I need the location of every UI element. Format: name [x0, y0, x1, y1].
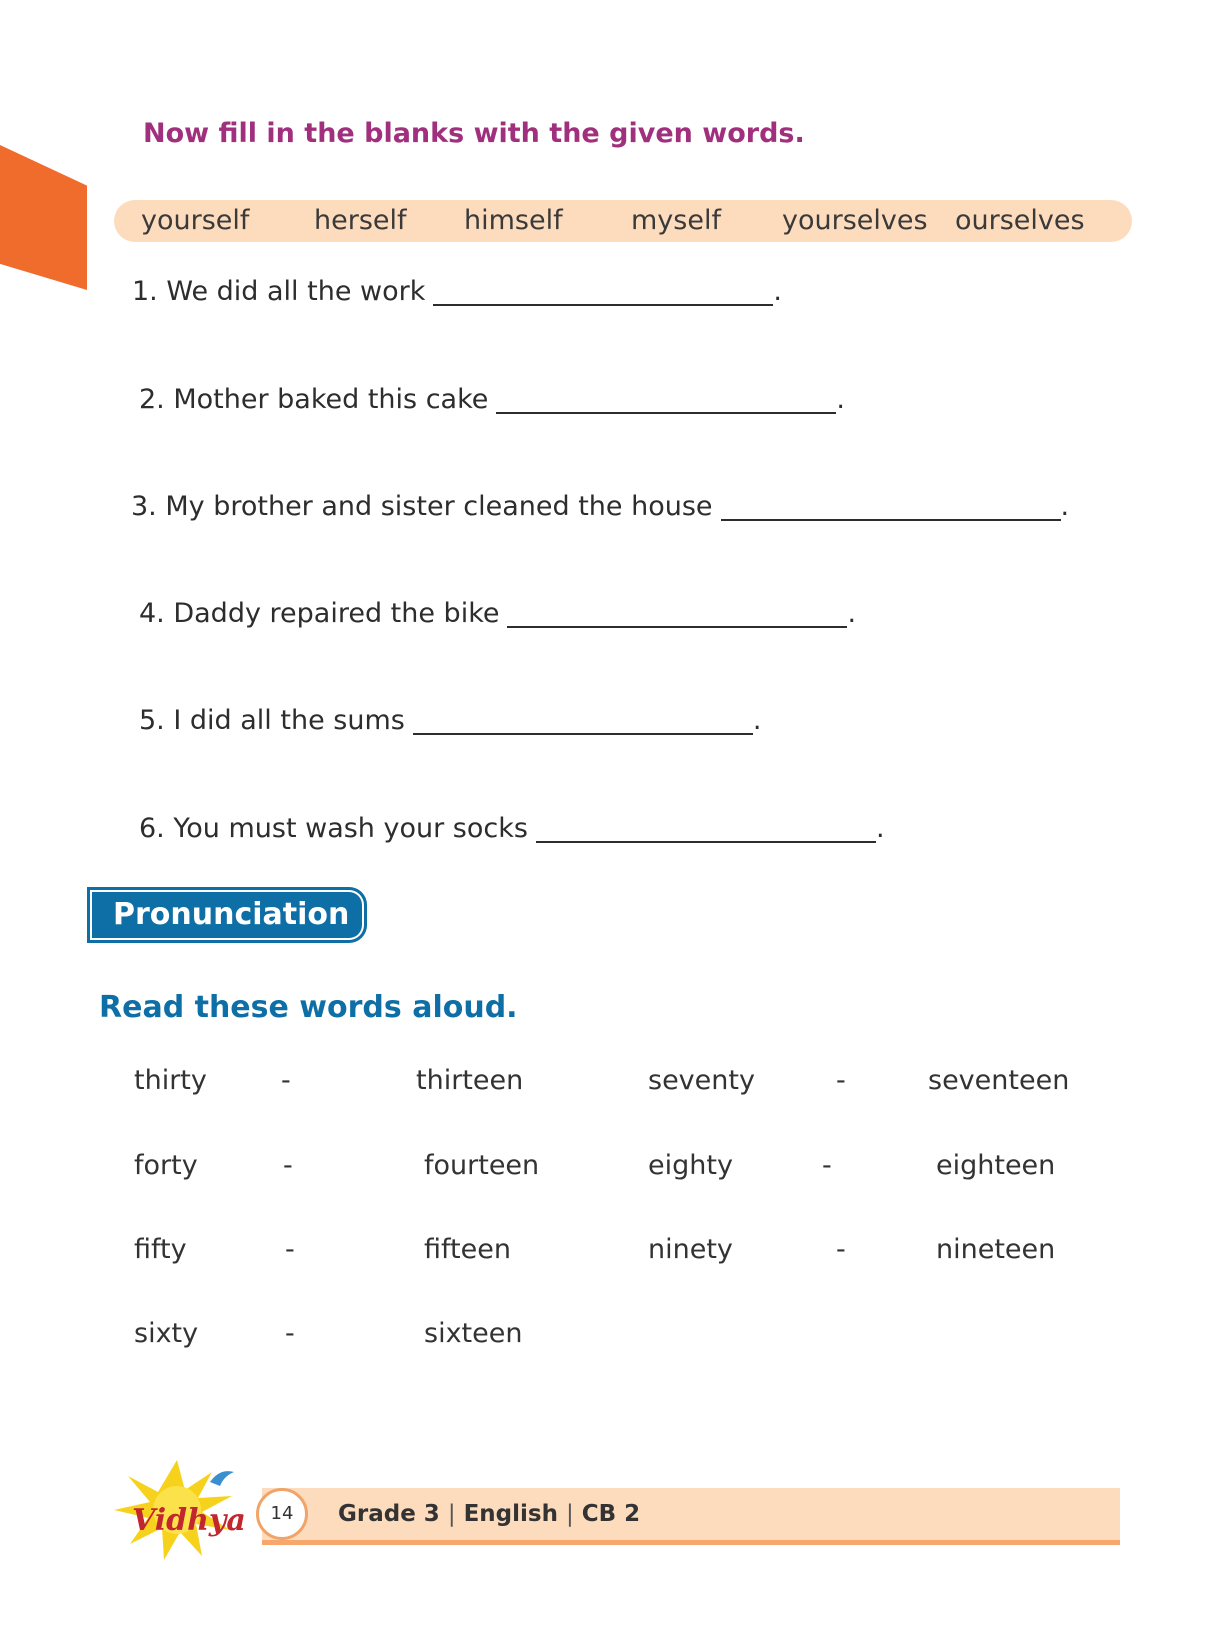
word-left: seventy — [648, 1065, 755, 1096]
word-right: eighteen — [936, 1150, 1056, 1181]
sentence-text: 5. I did all the sums — [139, 705, 405, 736]
bird-icon — [210, 1471, 234, 1486]
sentence-3: 3. My brother and sister cleaned the house . — [131, 491, 1070, 522]
word-option: myself — [631, 205, 721, 236]
word-right: fifteen — [424, 1234, 511, 1265]
word-right: nineteen — [936, 1234, 1056, 1265]
logo-text: Vidhya — [132, 1503, 246, 1538]
dash: - — [822, 1150, 832, 1181]
word-option: yourself — [141, 205, 250, 236]
word-box — [114, 200, 1132, 242]
instruction-heading: Now fill in the blanks with the given words. — [143, 118, 805, 149]
sentence-1: 1. We did all the work . — [132, 276, 782, 307]
word-left: sixty — [134, 1318, 199, 1349]
dash: - — [285, 1318, 295, 1349]
word-option: herself — [314, 205, 407, 236]
footer-separator: | — [447, 1501, 456, 1527]
footer-title — [338, 1488, 640, 1540]
dash: - — [283, 1150, 293, 1181]
pronunciation-title: Pronunciation — [113, 897, 350, 932]
word-left: thirty — [134, 1065, 207, 1096]
word-option: himself — [464, 205, 563, 236]
footer-separator: | — [565, 1501, 574, 1527]
sentence-text: 4. Daddy repaired the bike — [139, 598, 500, 629]
sentence-6: 6. You must wash your socks . — [139, 813, 885, 844]
page-number: 14 — [256, 1488, 308, 1540]
sentence-5: 5. I did all the sums . — [139, 705, 762, 736]
word-left: eighty — [648, 1150, 733, 1181]
word-right: thirteen — [416, 1065, 524, 1096]
word-left: forty — [134, 1150, 198, 1181]
footer-grade: Grade 3 — [338, 1501, 440, 1527]
answer-blank[interactable] — [433, 304, 773, 306]
dash: - — [836, 1065, 846, 1096]
answer-blank[interactable] — [413, 733, 753, 735]
answer-blank[interactable] — [721, 519, 1061, 521]
dash: - — [285, 1234, 295, 1265]
word-left: ninety — [648, 1234, 733, 1265]
sentence-text: 3. My brother and sister cleaned the house — [131, 491, 713, 522]
answer-blank[interactable] — [507, 626, 847, 628]
read-aloud-heading: Read these words aloud. — [99, 990, 518, 1025]
sentence-text: 2. Mother baked this cake — [139, 384, 489, 415]
sentence-2: 2. Mother baked this cake . — [139, 384, 845, 415]
answer-blank[interactable] — [536, 841, 876, 843]
word-right: sixteen — [424, 1318, 523, 1349]
sentence-4: 4. Daddy repaired the bike . — [139, 598, 857, 629]
word-left: fifty — [134, 1234, 187, 1265]
pronunciation-banner — [87, 887, 367, 943]
word-right: fourteen — [424, 1150, 540, 1181]
answer-blank[interactable] — [496, 412, 836, 414]
dash: - — [281, 1065, 291, 1096]
sentence-text: 6. You must wash your socks — [139, 813, 528, 844]
dash: - — [836, 1234, 846, 1265]
word-option: yourselves — [782, 205, 928, 236]
footer-book: CB 2 — [581, 1501, 641, 1527]
footer-subject: English — [463, 1501, 558, 1527]
sentence-text: 1. We did all the work — [132, 276, 426, 307]
word-right: seventeen — [928, 1065, 1070, 1096]
word-option: ourselves — [955, 205, 1085, 236]
vidhya-logo — [92, 1452, 262, 1572]
orange-corner-tab — [0, 145, 87, 290]
